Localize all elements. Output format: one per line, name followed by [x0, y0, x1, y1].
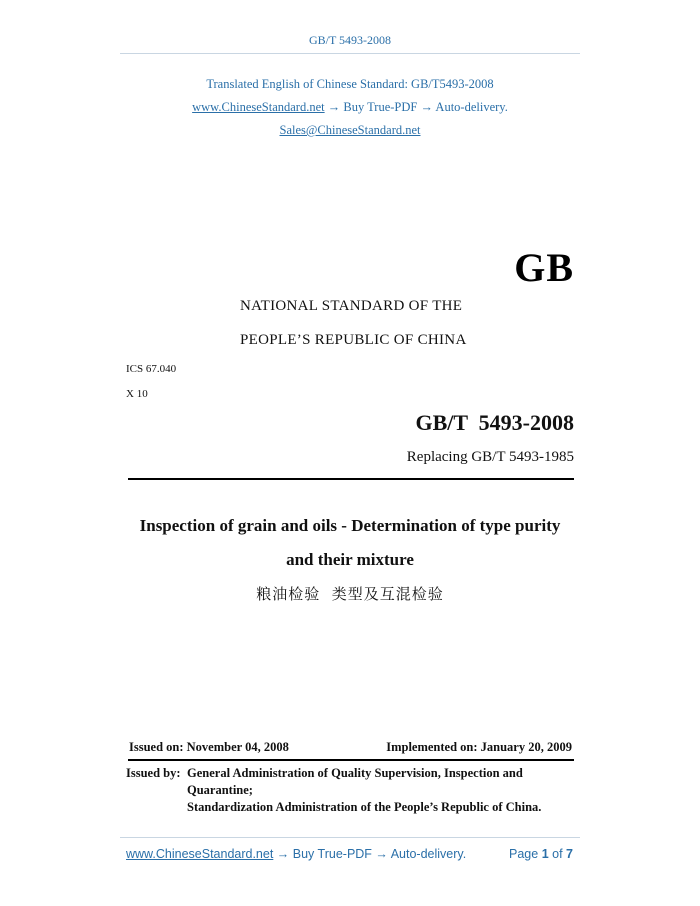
footer-page-word: Page	[509, 847, 539, 861]
chinese-title: 粮油检验 类型及互混检验	[256, 585, 444, 603]
banner-purchase-text: → Buy True-PDF → Auto-delivery.	[324, 100, 508, 114]
ccs-code: X 10	[126, 388, 148, 400]
footer-divider	[120, 837, 580, 838]
implemented-on: Implemented on: January 20, 2009	[386, 740, 572, 754]
title-line2: and their mixture	[286, 550, 414, 569]
issued-by-line1: General Administration of Quality Supervision, Inspection and	[187, 766, 523, 780]
national-standard-line2: PEOPLE’S REPUBLIC OF CHINA	[240, 332, 467, 348]
ics-code: ICS 67.040	[126, 363, 177, 375]
footer-page-number: 1	[541, 847, 549, 861]
issued-divider	[128, 759, 574, 761]
title-divider	[128, 478, 574, 480]
header-divider	[120, 53, 580, 54]
banner-email-link[interactable]: Sales@ChineseStandard.net	[279, 123, 421, 137]
footer-purchase-line	[126, 847, 466, 861]
footer-site-link[interactable]: www.ChineseStandard.net	[126, 847, 274, 861]
running-header: GB/T 5493-2008	[308, 33, 392, 47]
footer-purchase-text: → Buy True-PDF → Auto-delivery.	[273, 847, 467, 861]
banner-email-line	[0, 123, 700, 138]
standard-number: GB/T 5493-2008	[415, 410, 574, 435]
issued-on: Issued on: November 04, 2008	[129, 740, 289, 754]
footer-of-word: of	[552, 847, 563, 861]
gb-mark: GB	[514, 245, 574, 290]
issued-by-line2: Quarantine;	[187, 783, 253, 797]
replacing-note: Replacing GB/T 5493-1985	[406, 449, 574, 465]
banner-translated-line: Translated English of Chinese Standard: GB/T5493-2008	[206, 77, 494, 91]
issued-by-line3: Standardization Administration of the People’s Republic of China.	[187, 800, 542, 814]
issued-by-label: Issued by:	[126, 766, 181, 780]
footer-page-indicator	[509, 847, 573, 861]
banner-purchase-line	[0, 100, 700, 115]
banner-site-link[interactable]: www.ChineseStandard.net	[192, 100, 325, 114]
national-standard-line1: NATIONAL STANDARD OF THE	[240, 298, 463, 314]
title-line1: Inspection of grain and oils - Determination of type purity	[139, 516, 561, 535]
footer-page-total: 7	[566, 847, 573, 861]
